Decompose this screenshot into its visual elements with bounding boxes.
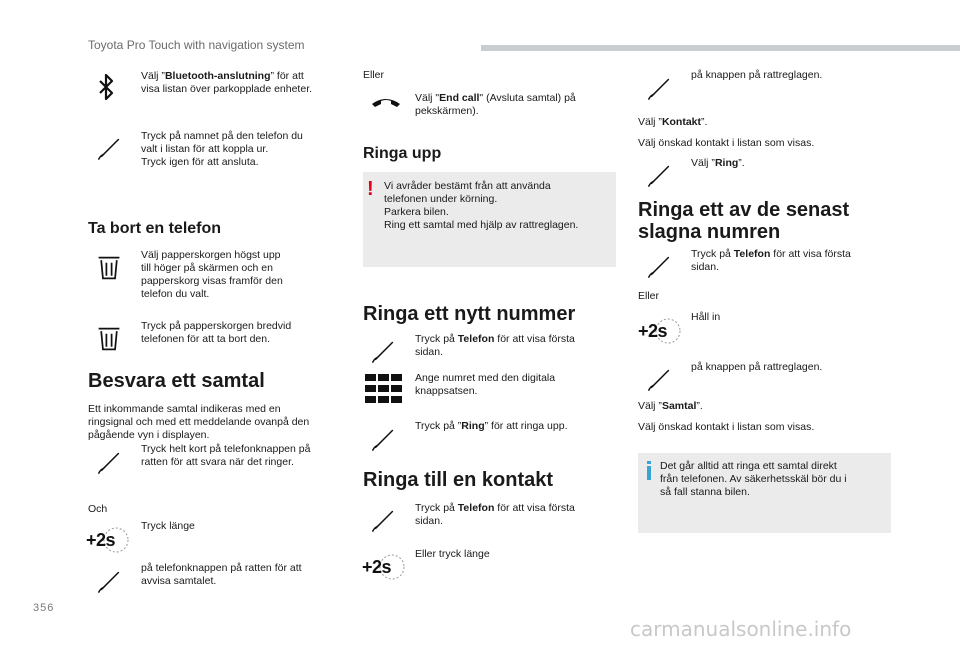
wheel-button-text: på knappen på rattreglagen. (691, 361, 823, 373)
or-long-press-text: Eller tryck länge (415, 548, 490, 560)
choose-contact-text: Välj önskad kontakt i listan som visas. (638, 137, 815, 149)
answer-call-text: Ett inkommande samtal indikeras med en ringsignal och med ett meddelande ovanpå den pågående vyn i displayen. (88, 403, 310, 441)
page-number: 356 (33, 602, 55, 614)
tap-icon (370, 336, 398, 364)
answer-call-heading: Besvara ett samtal (88, 370, 265, 392)
tap-name-text: Tryck på namnet på den telefon du valt i listan för att koppla ur. Tryck igen för att ansluta. (141, 130, 303, 168)
end-call-text: Välj "End call" (Avsluta samtal) på pekskärmen). (415, 92, 576, 117)
or-label: Eller (638, 290, 660, 302)
tap-icon (646, 364, 674, 392)
bluetooth-text: Välj ”Bluetooth-anslutning” för att visa listan över parkopplade enheter. (141, 70, 313, 95)
reject-call-text: på telefonknappen på ratten för att avvisa samtalet. (141, 562, 302, 587)
call-contact-heading: Ringa till en kontakt (363, 469, 554, 491)
info-text: Det går alltid att ringa ett samtal direkt från telefonen. Av säkerhetsskäl bör du i så fall stanna bilen. (660, 460, 847, 498)
select-contact-text: Välj ”Kontakt”. (638, 116, 708, 128)
wheel-button-text: på knappen på rattreglagen. (691, 69, 823, 81)
trash-select-text: Välj papperskorgen högst upp till höger på skärmen och en papperskorg visas framför den telefon du valt. (141, 249, 283, 300)
and-label: Och (88, 503, 108, 515)
select-calls-text: Välj ”Samtal”. (638, 400, 703, 412)
trash-icon (96, 324, 122, 354)
tap-icon (646, 160, 674, 188)
keypad-text: Ange numret med den digitala knappsatsen. (415, 372, 556, 397)
trash-icon (96, 253, 122, 283)
tap-icon (370, 505, 398, 533)
header-rule (481, 45, 960, 51)
hold-text: Håll in (691, 311, 721, 323)
keypad-icon (365, 374, 403, 403)
hold-2s-icon: +2s (86, 526, 115, 554)
long-press-text: Tryck länge (141, 520, 195, 532)
tap-icon (370, 424, 398, 452)
running-header: Toyota Pro Touch with navigation system (88, 38, 305, 52)
end-call-icon (370, 94, 402, 108)
warning-text: Vi avråder bestämt från att använda telefonen under körning. Parkera bilen. Ring ett samtal med hjälp av rattreglagen. (384, 180, 579, 231)
select-ring-text: Välj ”Ring”. (691, 157, 745, 169)
warning-icon: ! (367, 178, 374, 200)
call-heading: Ringa upp (363, 145, 442, 162)
info-icon (647, 461, 651, 464)
choose-contact-text: Välj önskad kontakt i listan som visas. (638, 421, 815, 433)
or-label: Eller (363, 69, 385, 81)
watermark: carmanualsonline.info (630, 617, 852, 641)
short-press-text: Tryck helt kort på telefonknappen på ratten för att svara när det ringer. (141, 443, 311, 468)
tap-icon (646, 251, 674, 279)
recent-numbers-heading: Ringa ett av de senast slagna numren (638, 199, 850, 243)
phone-tap-text: Tryck på Telefon för att visa första sidan. (415, 333, 575, 358)
ring-tap-text: Tryck på ”Ring” för att ringa upp. (415, 420, 568, 432)
tap-icon (646, 73, 674, 101)
phone-tap-text: Tryck på Telefon för att visa första sidan. (415, 502, 575, 527)
tap-icon (96, 566, 124, 594)
new-number-heading: Ringa ett nytt nummer (363, 303, 576, 325)
remove-phone-heading: Ta bort en telefon (88, 220, 222, 237)
tap-icon (96, 447, 124, 475)
tap-icon (96, 133, 124, 161)
bluetooth-icon (97, 72, 115, 102)
hold-2s-icon: +2s (362, 553, 391, 581)
phone-tap-text: Tryck på Telefon för att visa första sidan. (691, 248, 851, 273)
trash-delete-text: Tryck på papperskorgen bredvid telefonen för att ta bort den. (141, 320, 292, 345)
hold-2s-icon: +2s (638, 317, 667, 345)
info-icon-stem (647, 466, 651, 480)
